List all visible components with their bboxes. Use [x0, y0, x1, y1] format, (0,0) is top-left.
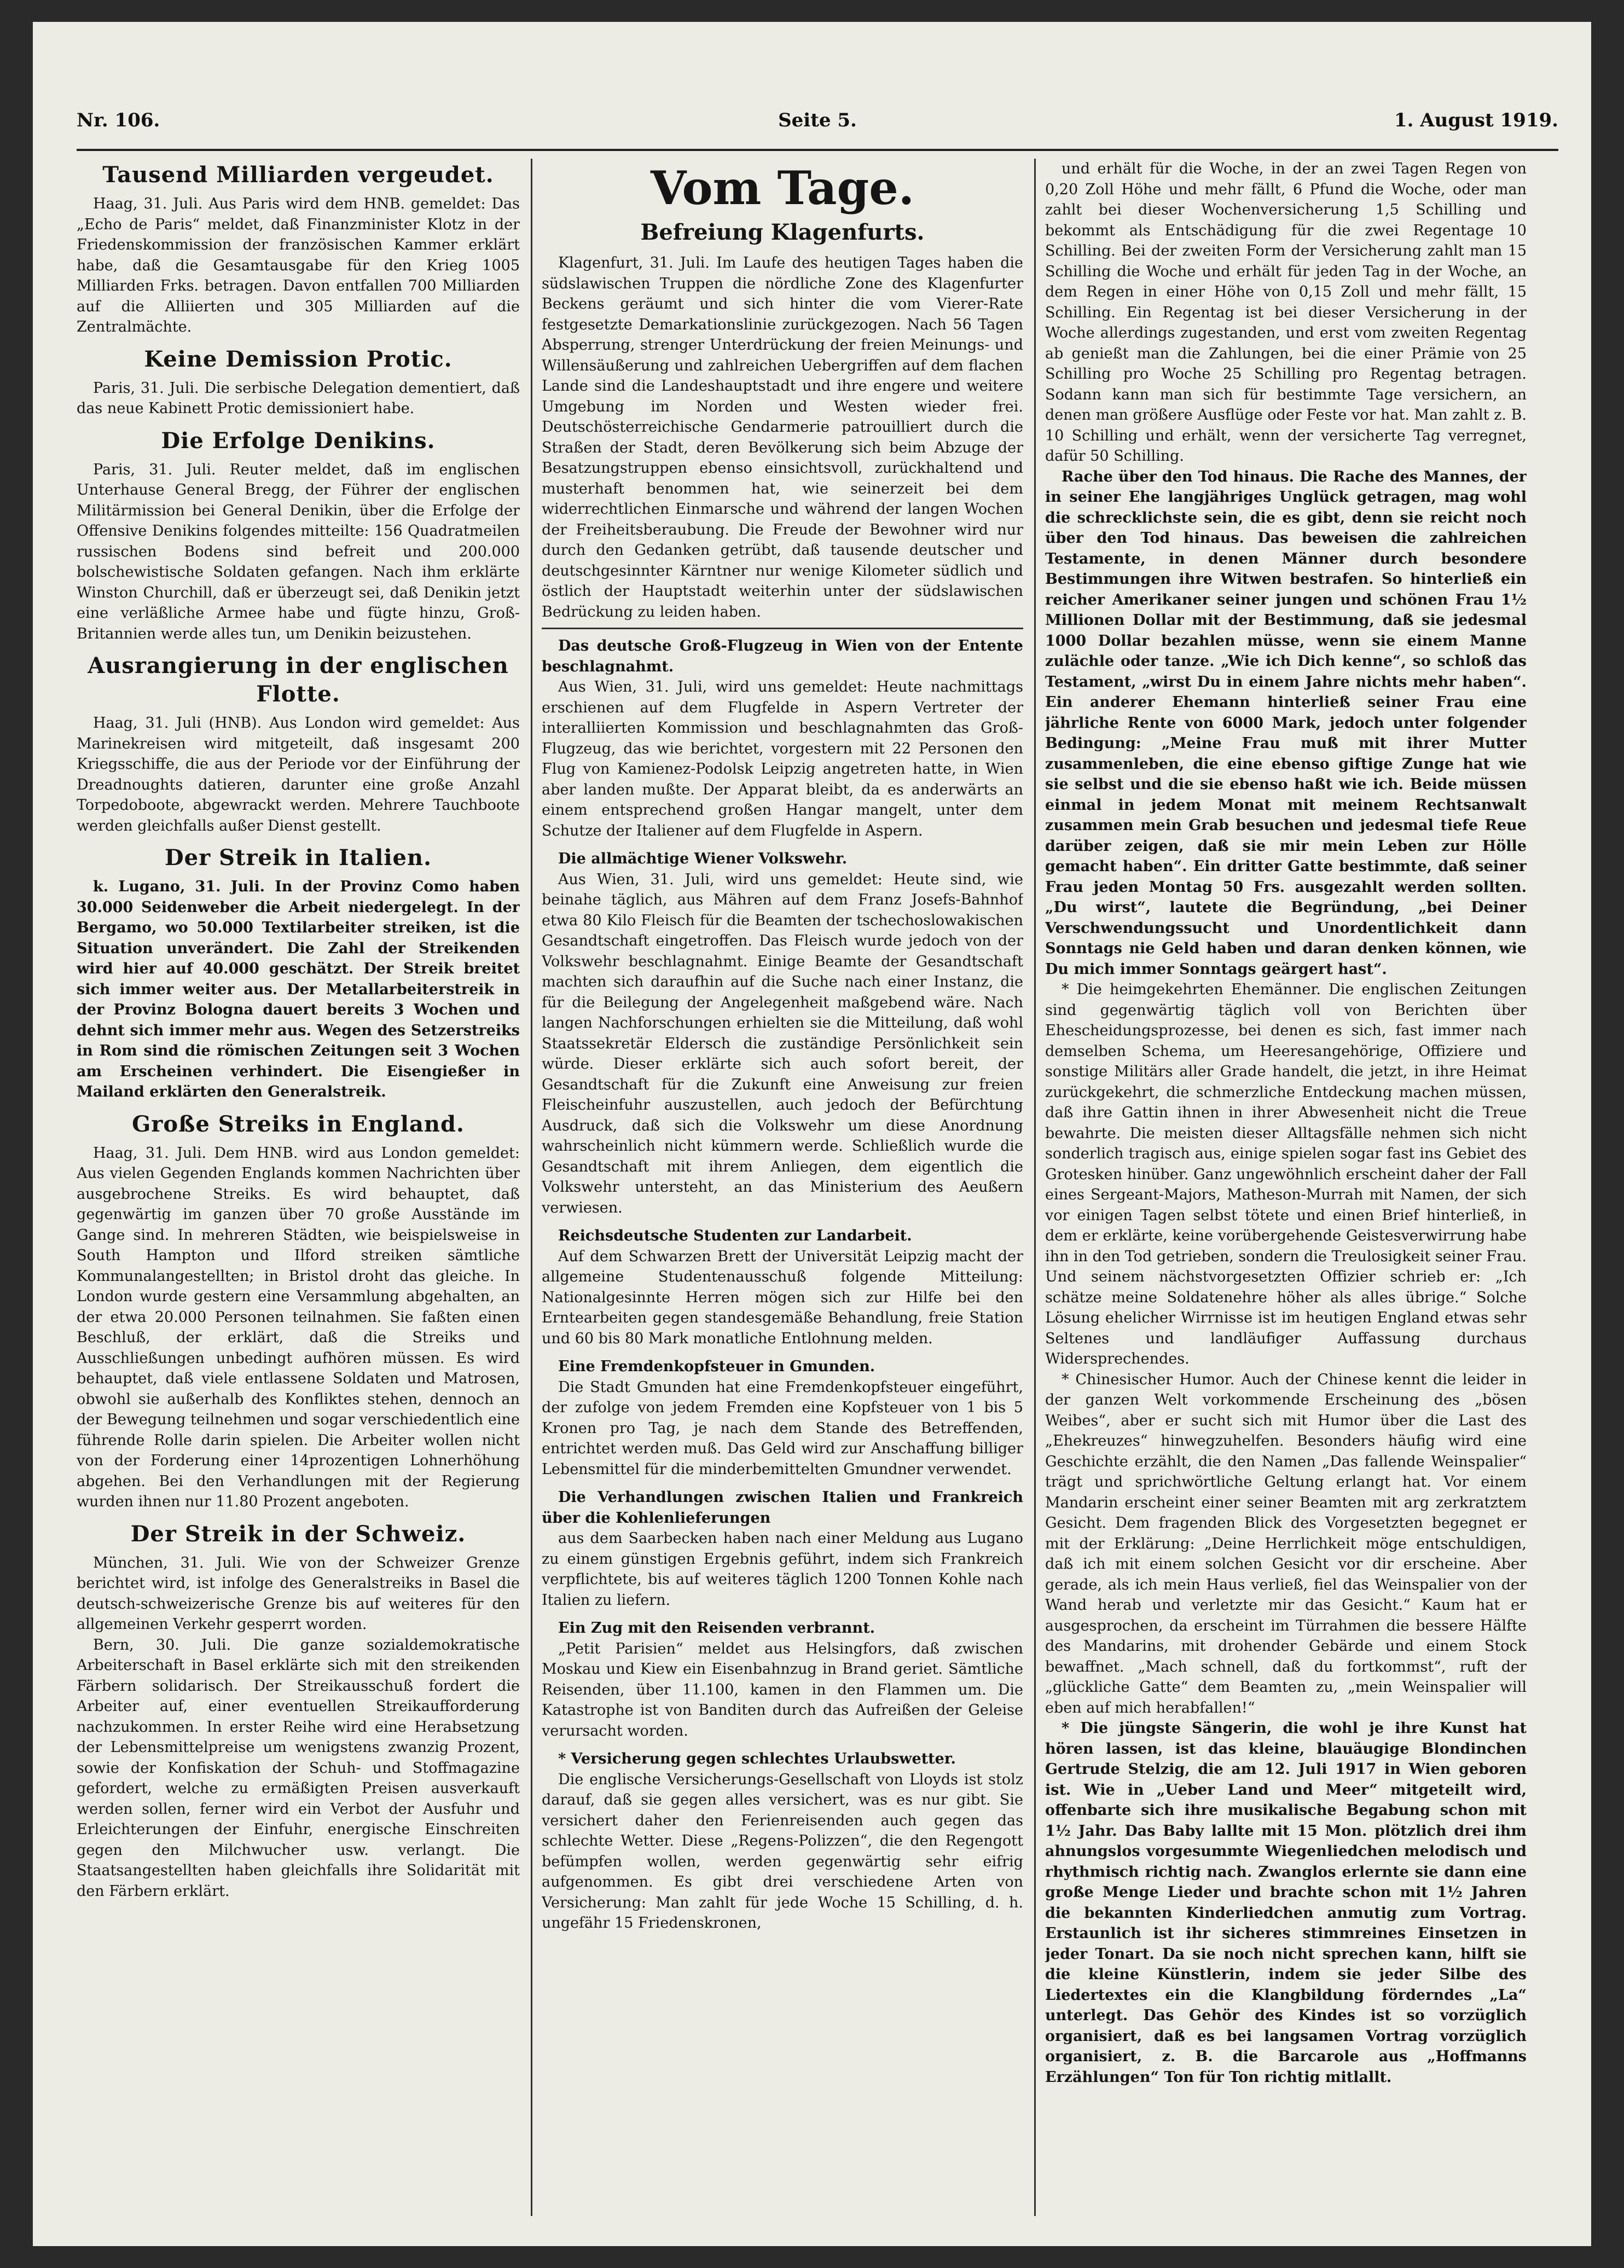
article	[542, 1487, 1023, 1610]
article	[542, 849, 1023, 1218]
column-1	[77, 159, 520, 2216]
article-title: Keine Demission Protic.	[144, 346, 453, 372]
article-text: Klagenfurt, 31. Juli. Im Laufe des heutigen Tages haben die südslawischen Truppen die nördliche Zone des Klagenfurter Beckens geräumt und sich hinter die vom Vierer-Rate festgesetzte Demarkationslinie zurückgezogen. Nach 56 Tagen Absperrung, strenger Unterdrückung der freien Meinungs- und Willensäußerung und zahlreichen Uebergriffen auf dem flachen Lande sind die Landeshauptstadt und ihre engere und weitere Umgebung im Norden und Westen wieder frei. Deutschösterreichische Gendarmerie patrouilliert durch die Straßen der Stadt, deren Bevölkerung sich beim Abzuge der Besatzungstruppen ebenso einsichtsvoll, zurückhaltend und musterhaft benommen hat, wie seinerzeit bei dem widerrechtlichen Einmarsche und während der langen Wochen der Freiheitsberaubung. Die Freude der Bewohner wird nur durch den Gedanken getrübt, daß tausende deutscher und deutschgesinnter Kärntner nur wenige Kilometer südlich und östlich der Hauptstadt weiterhin unter der südslawischen Bedrückung zu leiden haben.	[542, 254, 1023, 620]
article-text: München, 31. Juli. Wie von der Schweizer Grenze berichtet wird, ist infolge des Generalstreiks in Basel die deutsch-schweizerische Grenze bis auf weiteres für den allgemeinen Verkehr gesperrt worden.	[77, 1554, 520, 1633]
article-title: Der Streik in Italien.	[164, 845, 432, 871]
article	[77, 345, 520, 419]
column-rule	[1034, 159, 1036, 2216]
article-text: und erhält für die Woche, in der an zwei Tagen Regen von 0,20 Zoll Höhe und mehr fällt, 6 Pfund die Woche, oder man zahlt bei dieser Wochenversicherung 1,5 Schilling und bekommt als Entschädigung für die zwei Regentage 10 Schilling. Bei der zweiten Form der Versicherung zahlt man 15 Schilling die Woche und erhält für jeden Tag in der Woche, an dem Regen in einer Höhe von 0,15 Zoll und mehr fällt, 15 Schilling. Ein Regentag ist bei dieser Versicherung in der Woche allerdings zugestanden, und erst vom zweiten Regentag ab genießt man die Zahlungen, bei die einer Prämie von 25 Schilling pro Woche 25 Schilling pro Regentag betragen. Sodann kann man sich für bestimmte Tage versichern, an denen man größere Ausflüge oder Feste vor hat. Man zahlt z. B. 10 Schilling und erhält, wenn der versicherte Tag verregnet, dafür 50 Schilling.	[1045, 160, 1527, 465]
column-rule	[531, 159, 532, 2216]
section-masthead: Vom Tage.	[651, 161, 914, 215]
article-text: Haag, 31. Juli. Aus Paris wird dem HNB. gemeldet: Das „Echo de Paris“ meldet, daß Finanzminister Klotz in der Friedenskommission der französischen Kammer erklärt habe, daß die Gesamtausgabe für den Krieg 1005 Milliarden Frks. betragen. Davon entfallen 700 Milliarden auf die Alliierten und 305 Milliarden auf die Zentralmächte.	[77, 195, 520, 335]
article-text: Aus Wien, 31. Juli, wird uns gemeldet: Heute nachmittags erschienen auf dem Flugfelde in Aspern Vertreter der interalliierten Kommission und beschlagnahmten das Groß-Flugzeug, das wie berichtet, vorgestern mit 22 Personen den Flug von Kamienez-Podolsk Leipzig angetreten hatte, in Wien aber landen mußte. Der Apparat bleibt, da es anderwärts an einem entsprechend großen Hangar mangelt, unter dem Schutze der Italiener auf dem Flugfelde in Aspern.	[542, 678, 1023, 839]
column-3	[1045, 159, 1527, 2216]
article-text: * Die heimgekehrten Ehemänner. Die englischen Zeitungen sind gegenwärtig täglich voll von Berichten über Ehescheidungsprozesse, bei denen es sich, fast immer nach demselben Schema, um Heeresangehörige, Offiziere und sonstige Militärs aller Grade handelt, die jetzt, in ihre Heimat zurückgekehrt, die schmerzliche Entdeckung machen müssen, daß ihre Gattin ihnen in ihrer Abwesenheit nicht die Treue bewahrte. Die meisten dieser Alltagsfälle nehmen sich nicht sonderlich tragisch aus, einige spielen sogar fast ins Gebiet des Grotesken hinüber. Ganz ungewöhnlich erscheint daher der Fall eines Sergeant-Majors, Matheson-Murrah mit Namen, der sich vor einigen Tagen selbst tötete und einen Brief hinterließ, in dem er erklärte, keine vorübergehende Geistesverwirrung habe ihn in den Tod getrieben, sondern die Treulosigkeit seiner Frau. Und seinem nächstvorgesetzten Offizier schrieb er: „Ich schätze meine Soldatenehre höher als alles übrige.“ Solche Lösung ehelicher Wirrnisse ist im heutigen England etwas sehr Seltenes und landläufiger Auffassung durchaus Widersprechendes.	[1045, 981, 1527, 1367]
article-text: Paris, 31. Juli. Die serbische Delegation dementiert, daß das neue Kabinett Protic demissioniert habe.	[77, 379, 520, 417]
article	[77, 161, 520, 338]
article-text: Auf dem Schwarzen Brett der Universität Leipzig macht der allgemeine Studentenausschuß folgende Mitteilung: Nationalgesinnte Herren mögen sich zur Hilfe bei den Erntearbeiten gegen standesgemäße Behandlung, freie Station und 60 bis 80 Mark monatliche Entlohnung melden.	[542, 1248, 1023, 1347]
divider	[542, 628, 1023, 629]
article-text: Aus Wien, 31. Juli, wird uns gemeldet: Heute sind, wie beinahe täglich, aus Mähren auf dem Franz Josefs-Bahnhof etwa 80 Kilo Fleisch für die Beamten der tschechoslowakischen Gesandtschaft eingetroffen. Das Fleisch wurde jedoch von der Volkswehr beschlagnahmt. Einige Beamte der Gesandtschaft machten sich daraufhin auf die Suche nach einer Instanz, die für die Beilegung der Angelegenheit maßgebend wäre. Nach langen Nachforschungen erhielten sie die Mitteilung, daß wohl Staatssekretär Eldersch die zuständige Persönlichkeit sein würde. Dieser erklärte sich auch sofort bereit, der Gesandtschaft für die Zukunft eine Anweisung zur freien Fleischeinfuhr auszustellen, auch jedoch der Befürchtung Ausdruck, daß sich die Volkswehr um diese Anordnung wahrscheinlich nicht kümmern werde. Schließlich wurde die Gesandtschaft mit ihrem Anliegen, dem eigentlich die Volkswehr untersteht, an das Ministerium des Aeußern verwiesen.	[542, 871, 1023, 1216]
article	[77, 427, 520, 645]
article-title: Die Erfolge Denikins.	[161, 427, 436, 454]
article-lead: Das deutsche Groß-Flugzeug in Wien von der Entente beschlagnahmt.	[542, 637, 1023, 675]
page-header	[77, 104, 1558, 142]
article-lead: Reichsdeutsche Studenten zur Landarbeit.	[558, 1227, 912, 1244]
article-text: aus dem Saarbecken haben nach einer Meldung aus Lugano zu einem günstigen Ergebnis geführt, indem sich Frankreich verpflichtete, bis auf weiteres täglich 1200 Tonnen Kohle nach Italien zu liefern.	[542, 1530, 1023, 1609]
article-title: Ausrangierung in der englischen Flotte.	[88, 653, 509, 707]
article-lead: Ein Zug mit den Reisenden verbrannt.	[558, 1620, 875, 1637]
article-text: „Petit Parisien“ meldet aus Helsingfors, daß zwischen Moskau und Kiew ein Eisenbahnzug in Brand geriet. Sämtliche Reisenden, über 11.100, kamen in den Flammen um. Die Katastrophe ist von Banditen durch das Aufreißen der Geleise verursacht worden.	[542, 1640, 1023, 1739]
article-lead: Die allmächtige Wiener Volkswehr.	[558, 850, 848, 867]
page-number: Seite 5.	[778, 109, 857, 131]
newspaper-page	[33, 22, 1591, 2246]
article-text: Paris, 31. Juli. Reuter meldet, daß im englischen Unterhause General Bregg, der Führer der englischen Militärmission bei General Denikin, über die Erfolge der Offensive Denikins folgendes mitteilte: 156 Quadratmeilen russischen Bodens sind befreit und 200.000 bolschewistische Soldaten gefangen. Nach ihm erklärte Winston Churchill, daß er überzeugt sei, daß Denikin jetzt eine verläßliche Armee habe und fügte hinzu, Groß-Britannien werde alles tun, um Denikin beizustehen.	[77, 461, 520, 642]
article-text: Rache über den Tod hinaus. Die Rache des Mannes, der in seiner Ehe langjähriges Unglück getragen, mag wohl die schrecklichste sein, die es gibt, denn sie reicht noch über den Tod hinaus. Das beweisen die zahlreichen Testamente, in denen Männer durch besondere Bestimmungen ihre Witwen bestrafen. So hinterließ ein reicher Amerikaner seiner jungen und schönen Frau 1½ Millionen Dollar mit der Bestimmung, daß sie jedesmal 1000 Dollar bezahlen müsse, wenn sie einem Manne zulächle oder tanze. „Wie ich Dich kenne“, so schloß das Testament, „wirst Du in einem Jahre nichts mehr haben“. Ein anderer Ehemann hinterließ seiner Frau eine jährliche Rente von 6000 Mark, jedoch unter folgender Bedingung: „Meine Frau muß mit ihrer Mutter zusammenleben, die eine ebenso giftige Zunge hat wie sie selbst und die sie ebenso haßt wie ich. Beide müssen einmal in jedem Monat mit meinem Rechtsanwalt zusammen mein Grab besuchen und jedesmal tiefe Reue darüber zeigen, daß sie mir mein Leben zur Hölle gemacht haben“. Ein dritter Gatte bestimmte, daß seiner Frau jeden Montag 50 Frs. ausgezahlt werden sollten. „Du wirst“, lautete die Begründung, „bei Deiner Verschwendungssucht und Unordentlichkeit dann Sonntags nie Geld haben und daran denken können, wie Du mich immer Sonntags geärgert hast“.	[1045, 468, 1527, 978]
article-title: Der Streik in der Schweiz.	[130, 1521, 466, 1547]
article-text: Die englische Versicherungs-Gesellschaft von Lloyds ist stolz darauf, daß sie gegen alles versichert, was es nur gibt. Sie versichert daher den Ferienreisenden auch gegen das schlechte Wetter. Diese „Regens-Polizzen“, die den Regengott befümpfen wollen, werden gegenwärtig sehr eifrig aufgenommen. Es gibt drei verschiedene Arten von Versicherung: Man zahlt für jede Woche 15 Schilling, d. h. ungefähr 15 Friedenskronen,	[542, 1771, 1023, 1931]
article	[542, 1226, 1023, 1349]
article-text: Die Stadt Gmunden hat eine Fremdenkopfsteuer eingeführt, der zufolge von jedem Fremden eine Kopfsteuer von 1 bis 5 Kronen pro Tag, je nach dem Stande des Betreffenden, entrichtet werden muß. Das Geld wird zur Anschaffung billiger Lebensmittel für die minderbemittelten Gmundner verwendet.	[542, 1378, 1023, 1478]
article	[77, 844, 520, 1103]
article-lead: Die Verhandlungen zwischen Italien und Frankreich über die Kohlenlieferungen	[542, 1489, 1023, 1527]
article-title: Tausend Milliarden vergeudet.	[102, 162, 494, 188]
issue-number: Nr. 106.	[77, 109, 160, 131]
article-lead: Eine Fremdenkopfsteuer in Gmunden.	[558, 1358, 875, 1375]
article	[77, 652, 520, 836]
article-text: Haag, 31. Juli. Dem HNB. wird aus London gemeldet: Aus vielen Gegenden Englands kommen Nachrichten über ausgebrochene Streiks. Es wird behauptet, daß gegenwärtig im ganzen über 70 große Ausstände im Gange sind. In mehreren Städten, wie beispielsweise in South Hampton und Ilford streiken sämtliche Kommunalangestellten; in Bristol droht das gleiche. In London wurde gestern eine Versammlung abgehalten, an der etwa 20.000 Personen teilnahmen. Sie faßten einen Beschluß, der erklärt, daß die Streiks und Ausschließungen unbedingt aufhören müssen. Es wird behauptet, daß viele entlassene Soldaten und Matrosen, obwohl sie außerhalb des Konfliktes stehen, dennoch an der Bewegung teilnehmen und sogar verschiedentlich eine führende Rolle darin spielen. Die Arbeiter wollen nicht von der Forderung einer 14prozentigen Lohnerhöhung abgehen. Bei den Verhandlungen mit der Regierung wurden ihnen nur 11.80 Prozent angeboten.	[77, 1144, 520, 1510]
column-2	[542, 159, 1023, 2216]
article-title: Große Streiks in England.	[132, 1111, 465, 1137]
article	[542, 1618, 1023, 1741]
article	[542, 1356, 1023, 1480]
article-text: k. Lugano, 31. Juli. In der Provinz Como haben 30.000 Seidenweber die Arbeit niedergelegt. In der Bergamo, wo 50.000 Textilarbeiter streiken, ist die Situation unverändert. Die Zahl der Streikenden wird hier auf 40.000 geschätzt. Der Streik breitet sich immer weiter aus. Der Metallarbeiterstreik in der Provinz Bologna dauert bereits 3 Wochen und dehnt sich immer mehr aus. Wegen des Setzerstreiks in Rom sind die römischen Zeitungen seit 3 Wochen am Erscheinen verhindert. Die Eisengießer in Mailand erklärten den Generalstreik.	[77, 878, 520, 1100]
article-lead: * Versicherung gegen schlechtes Urlaubswetter.	[558, 1750, 956, 1767]
issue-date: 1. August 1919.	[1394, 109, 1558, 131]
article-text: Haag, 31. Juli (HNB). Aus London wird gemeldet: Aus Marinekreisen wird mitgeteilt, daß insgesamt 200 Kriegsschiffe, die aus der Periode vor der Einführung der Dreadnoughts datieren, darunter eine große Anzahl Torpedoboote, abgewrackt werden. Mehrere Tauchboote werden gleichfalls außer Dienst gestellt.	[77, 715, 520, 834]
article-title: Befreiung Klagenfurts.	[640, 219, 925, 245]
article	[542, 1749, 1023, 1934]
header-rule	[77, 149, 1558, 151]
article	[77, 1520, 520, 1902]
article-text: * Chinesischer Humor. Auch der Chinese kennt die leider in der ganzen Welt vorkommende Erscheinung des „bösen Weibes“, aber er sucht sich mit Humor über die Last des „Ehekreuzes“ hinwegzuhelfen. Besonders häufig wird eine Geschichte erzählt, die den Namen „Das fallende Weinspalier“ trägt und sprichwörtliche Geltung erlangt hat. Vor einem Mandarin erscheint einer seiner Beamten mit arg zerkratztem Gesicht. Dem fragenden Blick des Vorgesetzten begegnet er mit der Erklärung: „Deine Herrlichkeit möge entschuldigen, daß ich mit einem solchen Gesicht vor dir erscheine. Aber gerade, als ich mein Haus verließ, fiel das Weinspalier von der Wand herab und verletzte mir das Gesicht.“ Kaum hat er ausgesprochen, da erscheint im Türrahmen die bessere Hälfte des Mandarins, mit drohender Gebärde und einem Stock bewaffnet. „Mach schnell, daß du fortkommst“, ruft der „glückliche Gatte“ dem Beamten zu, „mein Weinspalier will eben auf mich herabfallen!“	[1045, 1371, 1527, 1716]
article-text: Bern, 30. Juli. Die ganze sozialdemokratische Arbeiterschaft in Basel erklärte sich mit den streikenden Färbern solidarisch. Der Streikausschuß fordert die Arbeiter auf, einer eventuellen Streikaufforderung nachzukommen. In erster Reihe wird eine Herabsetzung der Lebensmittelpreise um wenigstens zwanzig Prozent, sowie der Konfiskation der Schuh- und Stoffmagazine gefordert, welche zu ermäßigten Preisen ausverkauft werden sollen, ferner wird ein Verbot der Ausfuhr und Erleichterungen der Einfuhr, energische Einschreiten gegen den Milchwucher usw. verlangt. Die Staatsangestellten haben gleichfalls ihre Solidarität mit den Färbern erklärt.	[77, 1636, 520, 1900]
article	[77, 1110, 520, 1512]
article-text: * Die jüngste Sängerin, die wohl je ihre Kunst hat hören lassen, ist das kleine, blauäugige Blondinchen Gertrude Stelzig, die am 12. Juli 1917 in Wien geboren ist. Wie in „Ueber Land und Meer“ mitgeteilt wird, offenbarte sich ihre musikalische Begabung schon mit 1½ Jahr. Das Baby lallte mit 15 Mon. plötzlich drei ihm ahnungslos vorgesummte Wiegenliedchen melodisch und rhythmisch richtig nach. Zwanglos erlernte sie dann eine große Menge Lieder und brachte schon mit 1½ Jahren die bekannten Kinderliedchen anmutig zum Vortrag. Erstaunlich ist ihr sicheres stimmreines Einsetzen in jeder Tonart. Da sie noch nicht sprechen kann, hilft sie die kleine Künstlerin, indem sie jeder Silbe des Liedertextes ein die Klangbildung förderndes „La“ unterlegt. Das Gehör des Kindes ist so vorzüglich organisiert, daß es bei langsamen Vortrag vorzüglich organisiert, z. B. die Barcarole aus „Hoffmanns Erzählungen“ Ton für Ton richtig mitlallt.	[1045, 1720, 1527, 2086]
article	[542, 636, 1023, 841]
